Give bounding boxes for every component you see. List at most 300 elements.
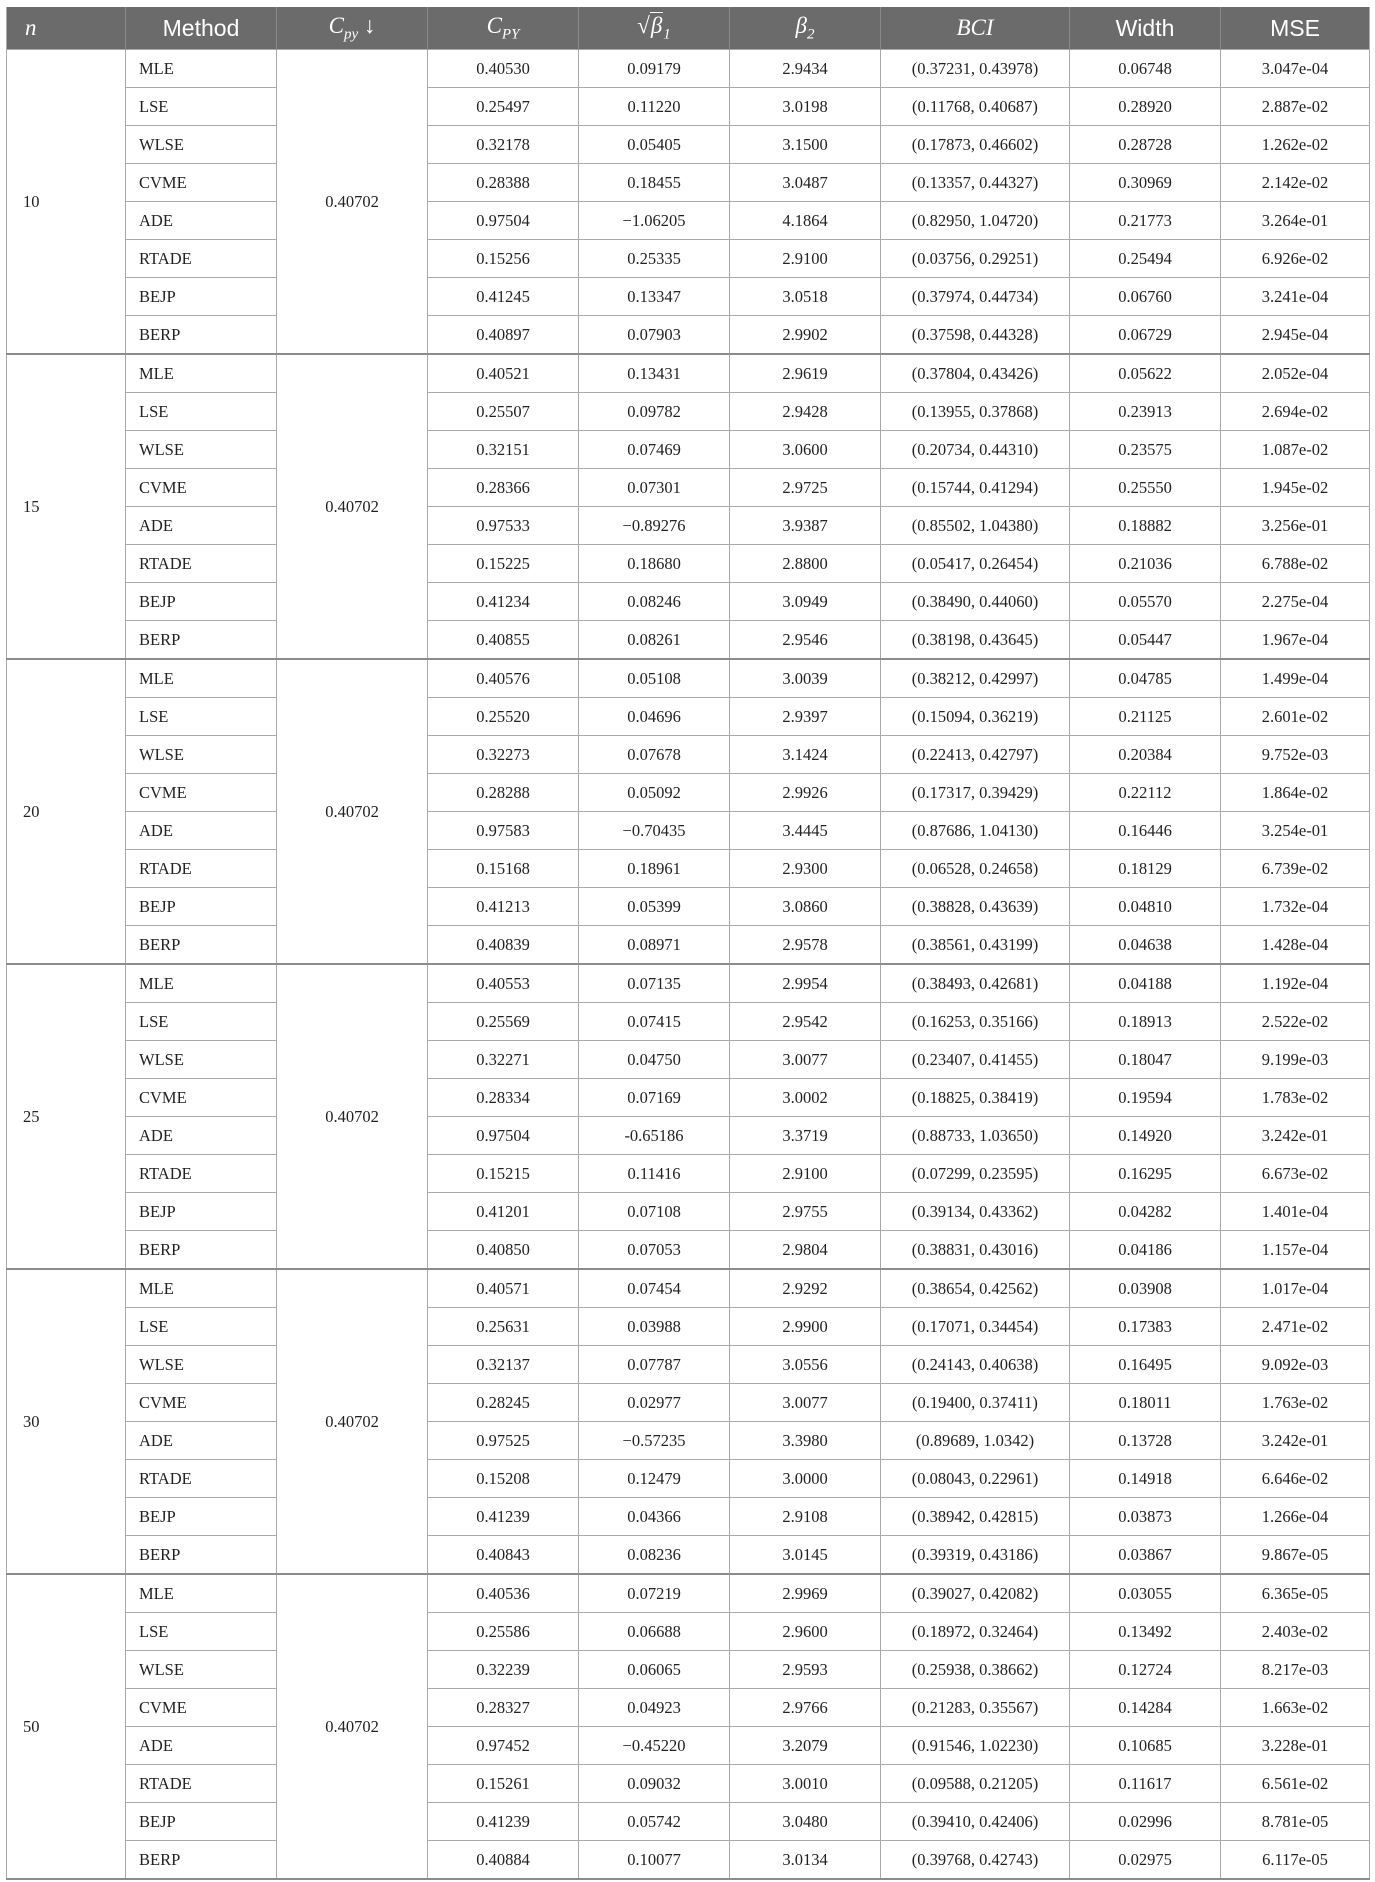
mse-cell: 3.241e-04 xyxy=(1221,278,1370,316)
bci-cell: (0.11768, 0.40687) xyxy=(881,88,1070,126)
method-cell: BEJP xyxy=(126,1193,277,1231)
method-cell: ADE xyxy=(126,202,277,240)
true-cpy-cell: 0.40702 xyxy=(277,1269,428,1574)
sqrtb1-cell: 0.08236 xyxy=(579,1536,730,1575)
table-row xyxy=(7,621,1370,660)
width-cell: 0.23913 xyxy=(1070,393,1221,431)
width-cell: 0.23575 xyxy=(1070,431,1221,469)
table-row xyxy=(7,736,1370,774)
sqrtb1-cell: 0.18455 xyxy=(579,164,730,202)
sqrtb1-cell: 0.11220 xyxy=(579,88,730,126)
mse-cell: 1.262e-02 xyxy=(1221,126,1370,164)
cpyhat-cell: 0.28388 xyxy=(428,164,579,202)
method-cell: RTADE xyxy=(126,240,277,278)
table-row xyxy=(7,1460,1370,1498)
mse-cell: 6.788e-02 xyxy=(1221,545,1370,583)
bci-cell: (0.08043, 0.22961) xyxy=(881,1460,1070,1498)
cpyhat-cell: 0.15168 xyxy=(428,850,579,888)
width-cell: 0.18129 xyxy=(1070,850,1221,888)
width-cell: 0.06760 xyxy=(1070,278,1221,316)
bci-cell: (0.37231, 0.43978) xyxy=(881,50,1070,88)
cpyhat-cell: 0.40855 xyxy=(428,621,579,660)
cpyhat-cell: 0.32273 xyxy=(428,736,579,774)
method-cell: LSE xyxy=(126,1003,277,1041)
mse-cell: 1.428e-04 xyxy=(1221,926,1370,965)
cpyhat-cell: 0.97583 xyxy=(428,812,579,850)
table-row xyxy=(7,888,1370,926)
header-bci: BCI xyxy=(881,7,1070,50)
sqrtb1-cell: 0.13431 xyxy=(579,354,730,393)
beta2-cell: 2.9108 xyxy=(730,1498,881,1536)
cpyhat-cell: 0.41239 xyxy=(428,1803,579,1841)
width-cell: 0.04188 xyxy=(1070,964,1221,1003)
cpyhat-cell: 0.28245 xyxy=(428,1384,579,1422)
sqrtb1-cell: −0.45220 xyxy=(579,1727,730,1765)
sqrtb1-cell: −1.06205 xyxy=(579,202,730,240)
cpyhat-cell: 0.41213 xyxy=(428,888,579,926)
cpyhat-cell: 0.41201 xyxy=(428,1193,579,1231)
cpyhat-cell: 0.25497 xyxy=(428,88,579,126)
sqrtb1-cell: 0.05742 xyxy=(579,1803,730,1841)
table-row xyxy=(7,1422,1370,1460)
width-cell: 0.14920 xyxy=(1070,1117,1221,1155)
cpyhat-cell: 0.40553 xyxy=(428,964,579,1003)
cpyhat-cell: 0.97525 xyxy=(428,1422,579,1460)
mse-cell: 1.763e-02 xyxy=(1221,1384,1370,1422)
mse-cell: 2.945e-04 xyxy=(1221,316,1370,355)
bci-cell: (0.88733, 1.03650) xyxy=(881,1117,1070,1155)
width-cell: 0.10685 xyxy=(1070,1727,1221,1765)
method-cell: CVME xyxy=(126,1384,277,1422)
sqrtb1-cell: −0.70435 xyxy=(579,812,730,850)
sqrtb1-cell: 0.09032 xyxy=(579,1765,730,1803)
cpyhat-cell: 0.41239 xyxy=(428,1498,579,1536)
width-cell: 0.18913 xyxy=(1070,1003,1221,1041)
sqrtb1-cell: 0.07135 xyxy=(579,964,730,1003)
mse-cell: 1.401e-04 xyxy=(1221,1193,1370,1231)
method-cell: BERP xyxy=(126,621,277,660)
table-row xyxy=(7,164,1370,202)
width-cell: 0.04810 xyxy=(1070,888,1221,926)
bci-cell: (0.38831, 0.43016) xyxy=(881,1231,1070,1270)
table-row xyxy=(7,812,1370,850)
sample-size-cell: 15 xyxy=(7,354,126,659)
header-mse: MSE xyxy=(1221,7,1370,50)
width-cell: 0.19594 xyxy=(1070,1079,1221,1117)
bci-cell: (0.38942, 0.42815) xyxy=(881,1498,1070,1536)
table-row xyxy=(7,1193,1370,1231)
table-row xyxy=(7,1841,1370,1880)
header-beta2-sub: 2 xyxy=(806,26,815,43)
bci-cell: (0.37974, 0.44734) xyxy=(881,278,1070,316)
beta2-cell: 2.9954 xyxy=(730,964,881,1003)
method-cell: MLE xyxy=(126,964,277,1003)
method-cell: BERP xyxy=(126,316,277,355)
cpyhat-cell: 0.28334 xyxy=(428,1079,579,1117)
width-cell: 0.04785 xyxy=(1070,659,1221,698)
mse-cell: 1.967e-04 xyxy=(1221,621,1370,660)
width-cell: 0.04282 xyxy=(1070,1193,1221,1231)
mse-cell: 6.673e-02 xyxy=(1221,1155,1370,1193)
width-cell: 0.21036 xyxy=(1070,545,1221,583)
beta2-cell: 2.9900 xyxy=(730,1308,881,1346)
width-cell: 0.16446 xyxy=(1070,812,1221,850)
width-cell: 0.05447 xyxy=(1070,621,1221,660)
width-cell: 0.06748 xyxy=(1070,50,1221,88)
method-cell: LSE xyxy=(126,1308,277,1346)
beta2-cell: 2.9926 xyxy=(730,774,881,812)
cpyhat-cell: 0.40897 xyxy=(428,316,579,355)
beta2-cell: 3.3719 xyxy=(730,1117,881,1155)
sqrtb1-cell: 0.25335 xyxy=(579,240,730,278)
width-cell: 0.28920 xyxy=(1070,88,1221,126)
beta2-cell: 3.0556 xyxy=(730,1346,881,1384)
table-row xyxy=(7,1613,1370,1651)
sqrtb1-cell: 0.02977 xyxy=(579,1384,730,1422)
beta2-cell: 3.0010 xyxy=(730,1765,881,1803)
sqrtb1-cell: 0.12479 xyxy=(579,1460,730,1498)
header-sqrt-base: β xyxy=(650,12,663,38)
sqrtb1-cell: 0.04366 xyxy=(579,1498,730,1536)
sqrtb1-cell: 0.08971 xyxy=(579,926,730,965)
width-cell: 0.05570 xyxy=(1070,583,1221,621)
header-n: n xyxy=(7,7,126,50)
true-cpy-cell: 0.40702 xyxy=(277,354,428,659)
width-cell: 0.17383 xyxy=(1070,1308,1221,1346)
width-cell: 0.28728 xyxy=(1070,126,1221,164)
bci-cell: (0.17071, 0.34454) xyxy=(881,1308,1070,1346)
cpyhat-cell: 0.25507 xyxy=(428,393,579,431)
table-row xyxy=(7,202,1370,240)
width-cell: 0.03867 xyxy=(1070,1536,1221,1575)
cpyhat-cell: 0.15256 xyxy=(428,240,579,278)
method-cell: RTADE xyxy=(126,850,277,888)
sqrtb1-cell: -0.65186 xyxy=(579,1117,730,1155)
sqrtb1-cell: 0.04923 xyxy=(579,1689,730,1727)
bci-cell: (0.39768, 0.42743) xyxy=(881,1841,1070,1880)
mse-cell: 1.192e-04 xyxy=(1221,964,1370,1003)
true-cpy-cell: 0.40702 xyxy=(277,659,428,964)
mse-cell: 3.264e-01 xyxy=(1221,202,1370,240)
bci-cell: (0.39027, 0.42082) xyxy=(881,1574,1070,1613)
sqrtb1-cell: 0.07903 xyxy=(579,316,730,355)
width-cell: 0.03908 xyxy=(1070,1269,1221,1308)
beta2-cell: 2.9434 xyxy=(730,50,881,88)
beta2-cell: 3.0480 xyxy=(730,1803,881,1841)
cpyhat-cell: 0.25586 xyxy=(428,1613,579,1651)
method-cell: BERP xyxy=(126,1841,277,1880)
table-row xyxy=(7,850,1370,888)
header-cpy-arrow: ↓ xyxy=(358,12,376,38)
header-row xyxy=(7,7,1370,50)
table-row xyxy=(7,1727,1370,1765)
header-cpy-sub: py xyxy=(343,26,359,43)
mse-cell: 1.864e-02 xyxy=(1221,774,1370,812)
beta2-cell: 2.8800 xyxy=(730,545,881,583)
true-cpy-cell: 0.40702 xyxy=(277,50,428,355)
cpyhat-cell: 0.25569 xyxy=(428,1003,579,1041)
method-cell: MLE xyxy=(126,354,277,393)
mse-cell: 1.499e-04 xyxy=(1221,659,1370,698)
mse-cell: 2.275e-04 xyxy=(1221,583,1370,621)
cpyhat-cell: 0.32239 xyxy=(428,1651,579,1689)
beta2-cell: 2.9100 xyxy=(730,240,881,278)
bci-cell: (0.13955, 0.37868) xyxy=(881,393,1070,431)
header-cpy-base: C xyxy=(328,12,344,38)
sqrtb1-cell: 0.07053 xyxy=(579,1231,730,1270)
table-row xyxy=(7,1231,1370,1270)
bci-cell: (0.03756, 0.29251) xyxy=(881,240,1070,278)
beta2-cell: 2.9969 xyxy=(730,1574,881,1613)
method-cell: BEJP xyxy=(126,888,277,926)
method-cell: CVME xyxy=(126,1689,277,1727)
mse-cell: 1.266e-04 xyxy=(1221,1498,1370,1536)
true-cpy-cell: 0.40702 xyxy=(277,1574,428,1879)
cpyhat-cell: 0.40530 xyxy=(428,50,579,88)
sqrtb1-cell: 0.05108 xyxy=(579,659,730,698)
table-row xyxy=(7,1803,1370,1841)
table-row xyxy=(7,1079,1370,1117)
cpyhat-cell: 0.41245 xyxy=(428,278,579,316)
sqrtb1-cell: 0.06065 xyxy=(579,1651,730,1689)
beta2-cell: 3.1500 xyxy=(730,126,881,164)
beta2-cell: 2.9766 xyxy=(730,1689,881,1727)
cpyhat-cell: 0.40850 xyxy=(428,1231,579,1270)
bci-cell: (0.13357, 0.44327) xyxy=(881,164,1070,202)
beta2-cell: 2.9300 xyxy=(730,850,881,888)
method-cell: BEJP xyxy=(126,278,277,316)
method-cell: MLE xyxy=(126,1269,277,1308)
sqrtb1-cell: 0.07108 xyxy=(579,1193,730,1231)
header-width: Width xyxy=(1070,7,1221,50)
beta2-cell: 3.2079 xyxy=(730,1727,881,1765)
method-cell: ADE xyxy=(126,1727,277,1765)
beta2-cell: 3.0860 xyxy=(730,888,881,926)
method-cell: CVME xyxy=(126,469,277,507)
width-cell: 0.22112 xyxy=(1070,774,1221,812)
bci-cell: (0.20734, 0.44310) xyxy=(881,431,1070,469)
cpyhat-cell: 0.40536 xyxy=(428,1574,579,1613)
method-cell: RTADE xyxy=(126,545,277,583)
mse-cell: 8.781e-05 xyxy=(1221,1803,1370,1841)
bci-cell: (0.89689, 1.0342) xyxy=(881,1422,1070,1460)
mse-cell: 1.157e-04 xyxy=(1221,1231,1370,1270)
mse-cell: 2.522e-02 xyxy=(1221,1003,1370,1041)
sqrtb1-cell: 0.04750 xyxy=(579,1041,730,1079)
width-cell: 0.14284 xyxy=(1070,1689,1221,1727)
bci-cell: (0.06528, 0.24658) xyxy=(881,850,1070,888)
method-cell: WLSE xyxy=(126,1346,277,1384)
beta2-cell: 3.0077 xyxy=(730,1041,881,1079)
bci-cell: (0.17317, 0.39429) xyxy=(881,774,1070,812)
table-row xyxy=(7,431,1370,469)
table-row xyxy=(7,88,1370,126)
header-cpyhat-sub: PY xyxy=(501,26,520,43)
sqrtb1-cell: 0.18961 xyxy=(579,850,730,888)
method-cell: RTADE xyxy=(126,1765,277,1803)
method-cell: CVME xyxy=(126,1079,277,1117)
results-table xyxy=(6,7,1370,1880)
beta2-cell: 2.9428 xyxy=(730,393,881,431)
cpyhat-cell: 0.25520 xyxy=(428,698,579,736)
beta2-cell: 3.0039 xyxy=(730,659,881,698)
beta2-cell: 3.3980 xyxy=(730,1422,881,1460)
cpyhat-cell: 0.40884 xyxy=(428,1841,579,1880)
mse-cell: 6.117e-05 xyxy=(1221,1841,1370,1880)
bci-cell: (0.38561, 0.43199) xyxy=(881,926,1070,965)
sample-size-cell: 20 xyxy=(7,659,126,964)
cpyhat-cell: 0.40571 xyxy=(428,1269,579,1308)
table-row xyxy=(7,126,1370,164)
bci-cell: (0.87686, 1.04130) xyxy=(881,812,1070,850)
table-row xyxy=(7,659,1370,698)
mse-cell: 6.926e-02 xyxy=(1221,240,1370,278)
mse-cell: 6.646e-02 xyxy=(1221,1460,1370,1498)
width-cell: 0.20384 xyxy=(1070,736,1221,774)
mse-cell: 6.561e-02 xyxy=(1221,1765,1370,1803)
method-cell: MLE xyxy=(126,50,277,88)
width-cell: 0.18882 xyxy=(1070,507,1221,545)
beta2-cell: 2.9619 xyxy=(730,354,881,393)
sqrtb1-cell: 0.07415 xyxy=(579,1003,730,1041)
bci-cell: (0.19400, 0.37411) xyxy=(881,1384,1070,1422)
mse-cell: 2.471e-02 xyxy=(1221,1308,1370,1346)
mse-cell: 6.739e-02 xyxy=(1221,850,1370,888)
method-cell: CVME xyxy=(126,774,277,812)
sqrtb1-cell: −0.89276 xyxy=(579,507,730,545)
bci-cell: (0.85502, 1.04380) xyxy=(881,507,1070,545)
mse-cell: 1.017e-04 xyxy=(1221,1269,1370,1308)
cpyhat-cell: 0.28366 xyxy=(428,469,579,507)
sample-size-cell: 30 xyxy=(7,1269,126,1574)
cpyhat-cell: 0.97452 xyxy=(428,1727,579,1765)
header-cpyhat xyxy=(428,7,579,50)
beta2-cell: 3.0000 xyxy=(730,1460,881,1498)
sqrtb1-cell: 0.03988 xyxy=(579,1308,730,1346)
cpyhat-cell: 0.32178 xyxy=(428,126,579,164)
bci-cell: (0.38828, 0.43639) xyxy=(881,888,1070,926)
width-cell: 0.02996 xyxy=(1070,1803,1221,1841)
cpyhat-cell: 0.40521 xyxy=(428,354,579,393)
cpyhat-cell: 0.32151 xyxy=(428,431,579,469)
method-cell: MLE xyxy=(126,659,277,698)
method-cell: MLE xyxy=(126,1574,277,1613)
width-cell: 0.06729 xyxy=(1070,316,1221,355)
header-sqrt-sub: 1 xyxy=(663,26,671,43)
sqrtb1-cell: 0.07469 xyxy=(579,431,730,469)
mse-cell: 9.752e-03 xyxy=(1221,736,1370,774)
header-cpyhat-base: ˆ C xyxy=(487,13,502,39)
table-row xyxy=(7,1308,1370,1346)
mse-cell: 1.087e-02 xyxy=(1221,431,1370,469)
table-row xyxy=(7,926,1370,965)
bci-cell: (0.18972, 0.32464) xyxy=(881,1613,1070,1651)
table-row xyxy=(7,507,1370,545)
beta2-cell: 3.0518 xyxy=(730,278,881,316)
table-row xyxy=(7,278,1370,316)
bci-cell: (0.38212, 0.42997) xyxy=(881,659,1070,698)
bci-cell: (0.07299, 0.23595) xyxy=(881,1155,1070,1193)
table-row xyxy=(7,1574,1370,1613)
beta2-cell: 3.4445 xyxy=(730,812,881,850)
bci-cell: (0.24143, 0.40638) xyxy=(881,1346,1070,1384)
table-row xyxy=(7,1003,1370,1041)
beta2-cell: 2.9804 xyxy=(730,1231,881,1270)
method-cell: LSE xyxy=(126,393,277,431)
cpyhat-cell: 0.40576 xyxy=(428,659,579,698)
bci-cell: (0.21283, 0.35567) xyxy=(881,1689,1070,1727)
cpyhat-cell: 0.15215 xyxy=(428,1155,579,1193)
table-row xyxy=(7,1498,1370,1536)
mse-cell: 9.199e-03 xyxy=(1221,1041,1370,1079)
width-cell: 0.21125 xyxy=(1070,698,1221,736)
sqrtb1-cell: 0.04696 xyxy=(579,698,730,736)
mse-cell: 1.663e-02 xyxy=(1221,1689,1370,1727)
mse-cell: 2.601e-02 xyxy=(1221,698,1370,736)
table-row xyxy=(7,1651,1370,1689)
bci-cell: (0.17873, 0.46602) xyxy=(881,126,1070,164)
width-cell: 0.25550 xyxy=(1070,469,1221,507)
method-cell: CVME xyxy=(126,164,277,202)
bci-cell: (0.91546, 1.02230) xyxy=(881,1727,1070,1765)
method-cell: RTADE xyxy=(126,1460,277,1498)
beta2-cell: 3.0949 xyxy=(730,583,881,621)
beta2-cell: 2.9755 xyxy=(730,1193,881,1231)
sqrtb1-cell: 0.09782 xyxy=(579,393,730,431)
method-cell: ADE xyxy=(126,1117,277,1155)
sqrtb1-cell: 0.05092 xyxy=(579,774,730,812)
mse-cell: 1.945e-02 xyxy=(1221,469,1370,507)
cpyhat-cell: 0.15208 xyxy=(428,1460,579,1498)
bci-cell: (0.22413, 0.42797) xyxy=(881,736,1070,774)
mse-cell: 3.254e-01 xyxy=(1221,812,1370,850)
bci-cell: (0.23407, 0.41455) xyxy=(881,1041,1070,1079)
sample-size-cell: 10 xyxy=(7,50,126,355)
table-row xyxy=(7,545,1370,583)
sqrtb1-cell: 0.07169 xyxy=(579,1079,730,1117)
method-cell: BERP xyxy=(126,926,277,965)
sqrtb1-cell: 0.09179 xyxy=(579,50,730,88)
cpyhat-cell: 0.32137 xyxy=(428,1346,579,1384)
method-cell: WLSE xyxy=(126,126,277,164)
table-row xyxy=(7,774,1370,812)
bci-cell: (0.16253, 0.35166) xyxy=(881,1003,1070,1041)
sqrtb1-cell: 0.13347 xyxy=(579,278,730,316)
method-cell: WLSE xyxy=(126,736,277,774)
sqrtb1-cell: 0.08246 xyxy=(579,583,730,621)
beta2-cell: 2.9902 xyxy=(730,316,881,355)
method-cell: ADE xyxy=(126,507,277,545)
bci-cell: (0.38654, 0.42562) xyxy=(881,1269,1070,1308)
width-cell: 0.04638 xyxy=(1070,926,1221,965)
table-row xyxy=(7,50,1370,88)
method-cell: WLSE xyxy=(126,431,277,469)
mse-cell: 2.694e-02 xyxy=(1221,393,1370,431)
mse-cell: 6.365e-05 xyxy=(1221,1574,1370,1613)
header-cpy xyxy=(277,7,428,50)
beta2-cell: 3.9387 xyxy=(730,507,881,545)
method-cell: BERP xyxy=(126,1231,277,1270)
beta2-cell: 3.0077 xyxy=(730,1384,881,1422)
bci-cell: (0.38490, 0.44060) xyxy=(881,583,1070,621)
sqrtb1-cell: 0.07678 xyxy=(579,736,730,774)
header-method: Method xyxy=(126,7,277,50)
method-cell: ADE xyxy=(126,1422,277,1460)
method-cell: WLSE xyxy=(126,1041,277,1079)
table-row xyxy=(7,393,1370,431)
mse-cell: 1.732e-04 xyxy=(1221,888,1370,926)
true-cpy-cell: 0.40702 xyxy=(277,964,428,1269)
